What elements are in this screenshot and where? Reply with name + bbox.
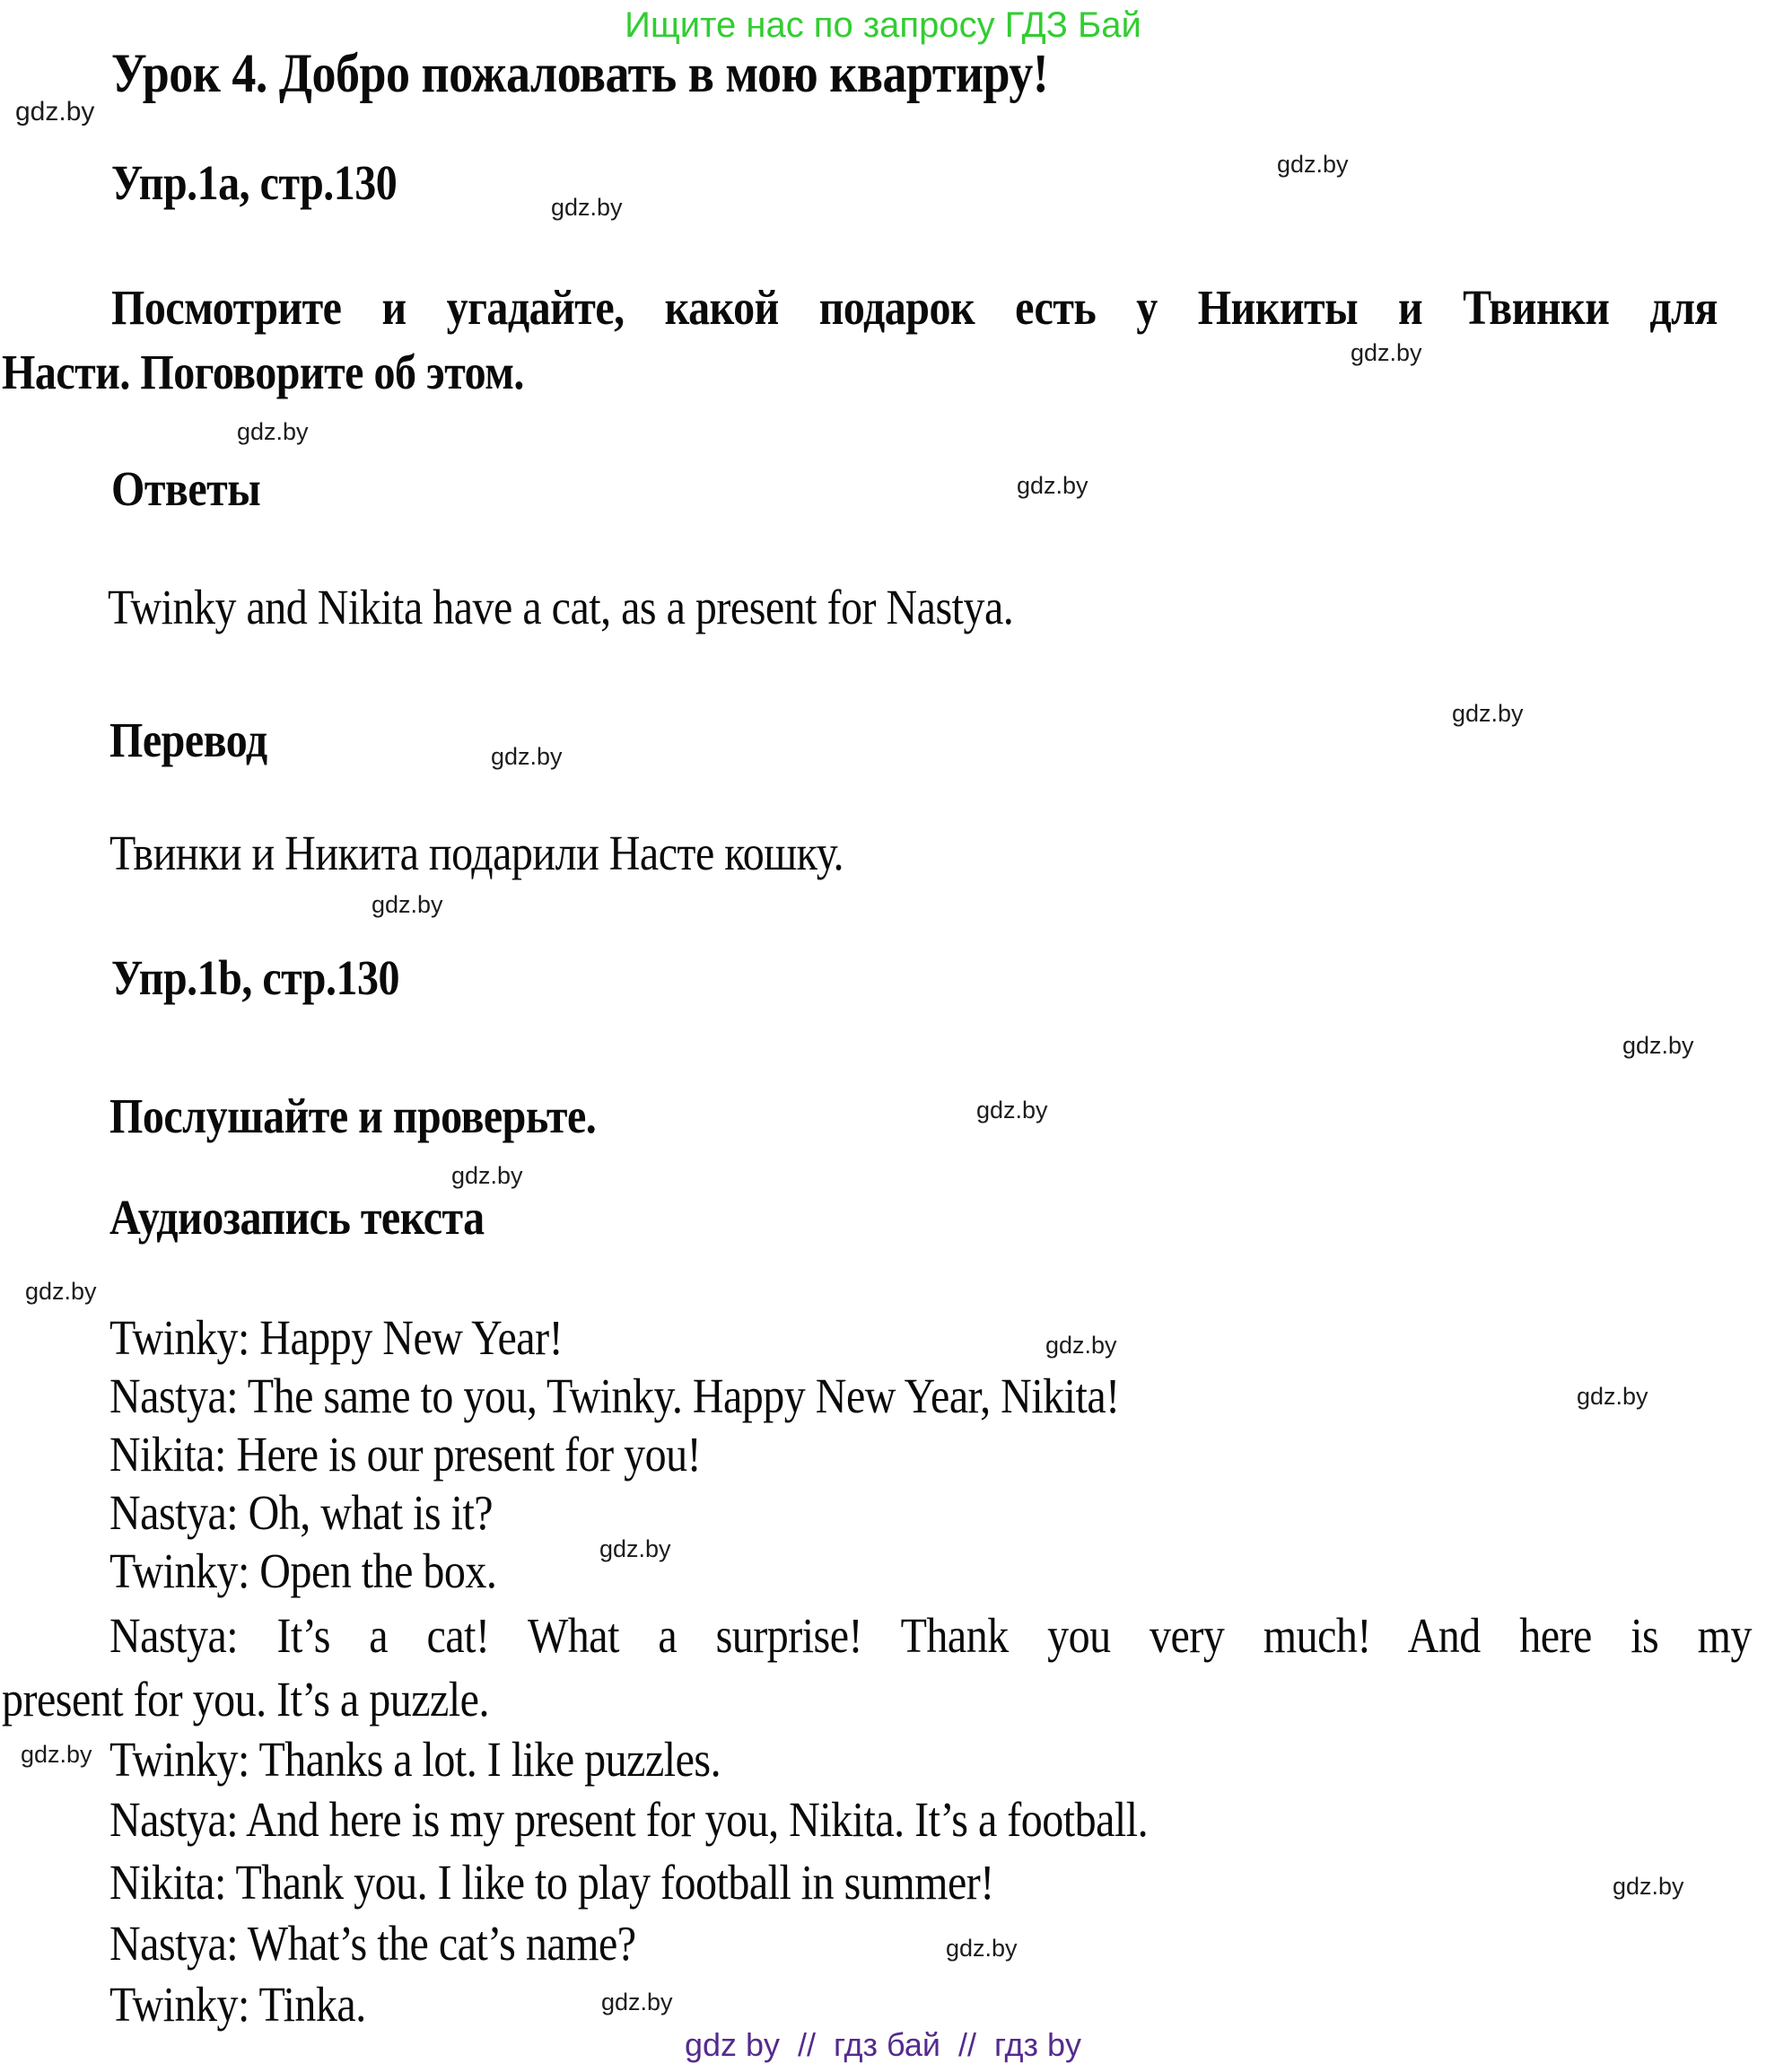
dialogue-line: Nastya: And here is my present for you, Nikita. It’s a football. <box>109 1793 1149 1848</box>
task-1a-text-line1: Посмотрите и угадайте, какой подарок есть у Никиты и Твинки для <box>111 281 1718 336</box>
exercise-1a-heading: Упр.1а, стр.130 <box>111 156 398 211</box>
dialogue-line: Nikita: Thank you. I like to play football in summer! <box>109 1856 994 1910</box>
dialogue-line: Nikita: Here is our present for you! <box>109 1428 702 1482</box>
dialogue-line: Twinky: Thanks a lot. I like puzzles. <box>109 1733 721 1788</box>
gdz-watermark: gdz.by <box>1351 339 1422 366</box>
gdz-watermark: gdz.by <box>237 418 309 445</box>
gdz-watermark: gdz.by <box>1613 1873 1684 1900</box>
answers-heading: Ответы <box>111 462 261 517</box>
answer-russian: Твинки и Никита подарили Насте кошку. <box>109 826 844 881</box>
gdz-watermark: gdz.by <box>1452 700 1524 727</box>
dialogue-line: Nastya: It’s a cat! What a surprise! Thank you very much! And here is my <box>109 1609 1752 1664</box>
gdz-watermark: gdz.by <box>491 743 563 770</box>
audio-transcript-heading: Аудиозапись текста <box>109 1191 485 1246</box>
dialogue-line: Nastya: The same to you, Twinky. Happy New Year, Nikita! <box>109 1369 1120 1424</box>
dialogue-line: Twinky: Happy New Year! <box>109 1311 564 1366</box>
dialogue-line-continuation: present for you. It’s a puzzle. <box>2 1673 489 1727</box>
gdz-watermark: gdz.by <box>15 97 95 127</box>
translation-heading: Перевод <box>109 713 267 768</box>
gdz-watermark: gdz.by <box>25 1278 97 1305</box>
task-1a-text-line2: Насти. Поговорите об этом. <box>2 345 524 400</box>
gdz-watermark: gdz.by <box>1277 151 1349 178</box>
gdz-watermark: gdz.by <box>451 1162 523 1189</box>
gdz-watermark: gdz.by <box>1045 1332 1117 1359</box>
gdz-watermark: gdz.by <box>551 194 623 221</box>
gdz-watermark: gdz.by <box>946 1935 1018 1962</box>
answer-english: Twinky and Nikita have a cat, as a present for Nastya. <box>108 581 1014 635</box>
gdz-watermark: gdz.by <box>1577 1383 1648 1410</box>
exercise-1b-heading: Упр.1b, стр.130 <box>111 951 399 1006</box>
dialogue-line: Nastya: Oh, what is it? <box>109 1486 494 1541</box>
page-title: Урок 4. Добро пожаловать в мою квартиру! <box>111 42 1049 104</box>
footer-links[interactable]: gdz by // гдз бай // гдз by <box>684 2026 1082 2063</box>
gdz-watermark: gdz.by <box>21 1741 92 1768</box>
dialogue-line: Nastya: What’s the cat’s name? <box>109 1917 636 1971</box>
gdz-watermark: gdz.by <box>599 1535 671 1562</box>
dialogue-line: Twinky: Open the box. <box>109 1544 497 1599</box>
gdz-watermark: gdz.by <box>976 1097 1048 1123</box>
gdz-watermark: gdz.by <box>372 891 443 918</box>
gdz-watermark: gdz.by <box>1017 472 1088 499</box>
dialogue-line: Twinky: Tinka. <box>109 1978 366 2033</box>
gdz-watermark: gdz.by <box>1622 1032 1694 1059</box>
gdz-watermark: gdz.by <box>601 1989 673 2015</box>
promo-banner: Ищите нас по запросу ГДЗ Бай <box>625 5 1141 45</box>
task-1b-text: Послушайте и проверьте. <box>109 1089 597 1144</box>
